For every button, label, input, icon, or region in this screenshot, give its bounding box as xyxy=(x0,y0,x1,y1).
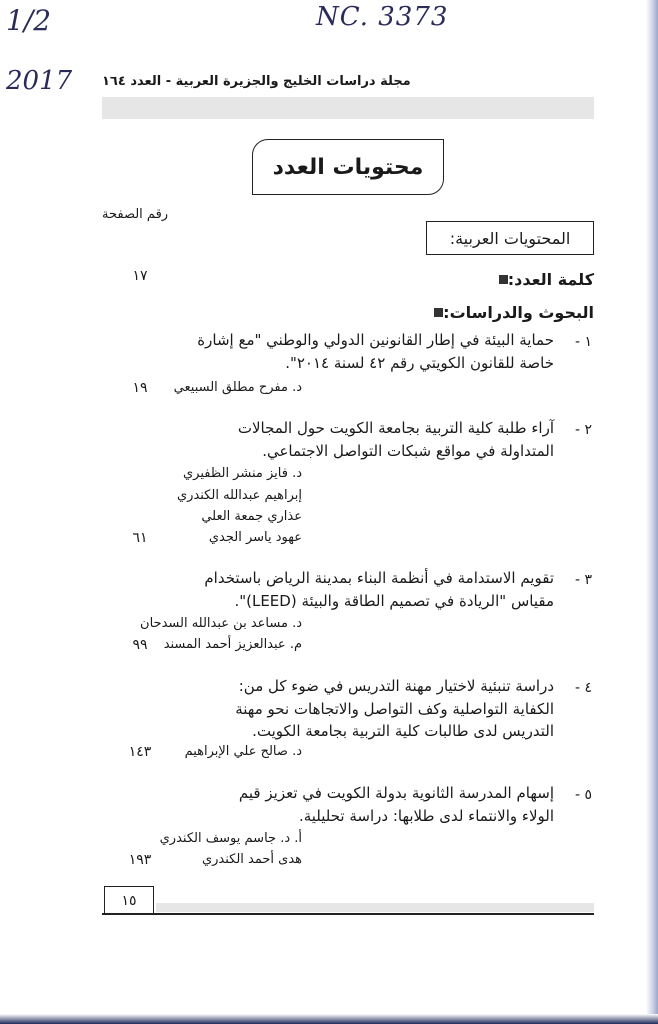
footer-bar xyxy=(156,903,594,912)
header-bar xyxy=(102,97,594,119)
handwritten-year: 2017 xyxy=(6,66,73,96)
article-title-line: آراء طلبة كلية التربية بجامعة الكويت حول المجالات xyxy=(237,419,554,437)
article-dash: - xyxy=(574,680,580,696)
article-page: ١٩ xyxy=(132,380,148,396)
handwritten-fraction: 1/2 xyxy=(6,4,52,37)
article-author: د. مساعد بن عبدالله السدحان xyxy=(140,616,302,631)
page-number-column-label: رقم الصفحة xyxy=(102,207,169,222)
article-author: أ. د. جاسم يوسف الكندري xyxy=(159,831,302,846)
research-label: البحوث والدراسات: xyxy=(443,303,594,322)
article-title-line: التدريس لدى طالبات كلية التربية بجامعة الكويت. xyxy=(252,722,554,740)
article-number: ٣ xyxy=(584,572,592,588)
square-bullet-icon xyxy=(499,275,508,284)
article-number: ٥ xyxy=(584,787,592,803)
article-author: عذاري جمعة العلي xyxy=(201,509,302,524)
editorial-label: كلمة العدد: xyxy=(507,270,594,289)
article-number: ١ xyxy=(584,334,592,350)
article-author: د. مفرح مطلق السبيعي xyxy=(173,380,302,395)
square-bullet-icon xyxy=(434,308,443,317)
article-page: ١٩٣ xyxy=(128,852,152,868)
article-title-line: دراسة تنبئية لاختيار مهنة التدريس في ضوء كل من: xyxy=(238,677,554,695)
article-dash: - xyxy=(574,422,580,438)
article-title-line: إسهام المدرسة الثانوية بدولة الكويت في تعزيز قيم xyxy=(238,784,554,802)
journal-header: مجلة دراسات الخليج والجزيرة العربية - العدد ١٦٤ xyxy=(102,74,411,89)
research-row xyxy=(426,303,594,322)
section-label: المحتويات العربية: xyxy=(449,228,571,248)
article-author: د. صالح علي الإبراهيم xyxy=(184,744,302,759)
title-box xyxy=(252,139,444,195)
editorial-row xyxy=(491,270,594,289)
article-title-line: خاصة للقانون الكويتي رقم ٤٢ لسنة ٢٠١٤". xyxy=(285,354,554,372)
article-page: ٦١ xyxy=(132,530,148,546)
article-author: هدى أحمد الكندري xyxy=(201,852,302,867)
article-number: ٢ xyxy=(584,422,592,438)
footer-page-number: ١٥ xyxy=(104,886,154,915)
article-title-line: حماية البيئة في إطار القانونين الدولي والوطني "مع إشارة xyxy=(197,331,554,349)
article-page: ٩٩ xyxy=(132,637,148,653)
article-author: إبراهيم عبدالله الكندري xyxy=(176,488,302,503)
editorial-page: ١٧ xyxy=(132,268,148,284)
article-author: عهود ياسر الجدي xyxy=(208,530,302,545)
article-dash: - xyxy=(574,787,580,803)
article-title-line: الولاء والانتماء لدى طلابها: دراسة تحليلية. xyxy=(298,807,554,825)
article-title-line: الكفاية التواصلية وكف التواصل والاتجاهات نحو مهنة xyxy=(235,700,554,718)
footer-rule xyxy=(102,913,594,915)
handwritten-code: NC. 3373 xyxy=(316,2,449,32)
article-title-line: مقياس "الريادة في تصميم الطاقة والبيئة (LEED)". xyxy=(234,592,554,610)
article-number: ٤ xyxy=(584,680,592,696)
article-dash: - xyxy=(574,334,580,350)
article-title-line: المتداولة في مواقع شبكات التواصل الاجتماعي. xyxy=(262,442,554,460)
article-dash: - xyxy=(574,572,580,588)
page-title: محتويات العدد xyxy=(272,154,424,180)
article-author: د. فايز منشر الظفيري xyxy=(182,466,302,481)
section-box xyxy=(426,221,594,255)
page-edge-shadow xyxy=(646,0,658,1024)
article-page: ١٤٣ xyxy=(128,744,152,760)
scan-bottom-edge xyxy=(0,1014,658,1024)
article-author: م. عبدالعزيز أحمد المسند xyxy=(163,637,302,652)
article-title-line: تقويم الاستدامة في أنظمة البناء بمدينة الرياض باستخدام xyxy=(204,569,554,587)
